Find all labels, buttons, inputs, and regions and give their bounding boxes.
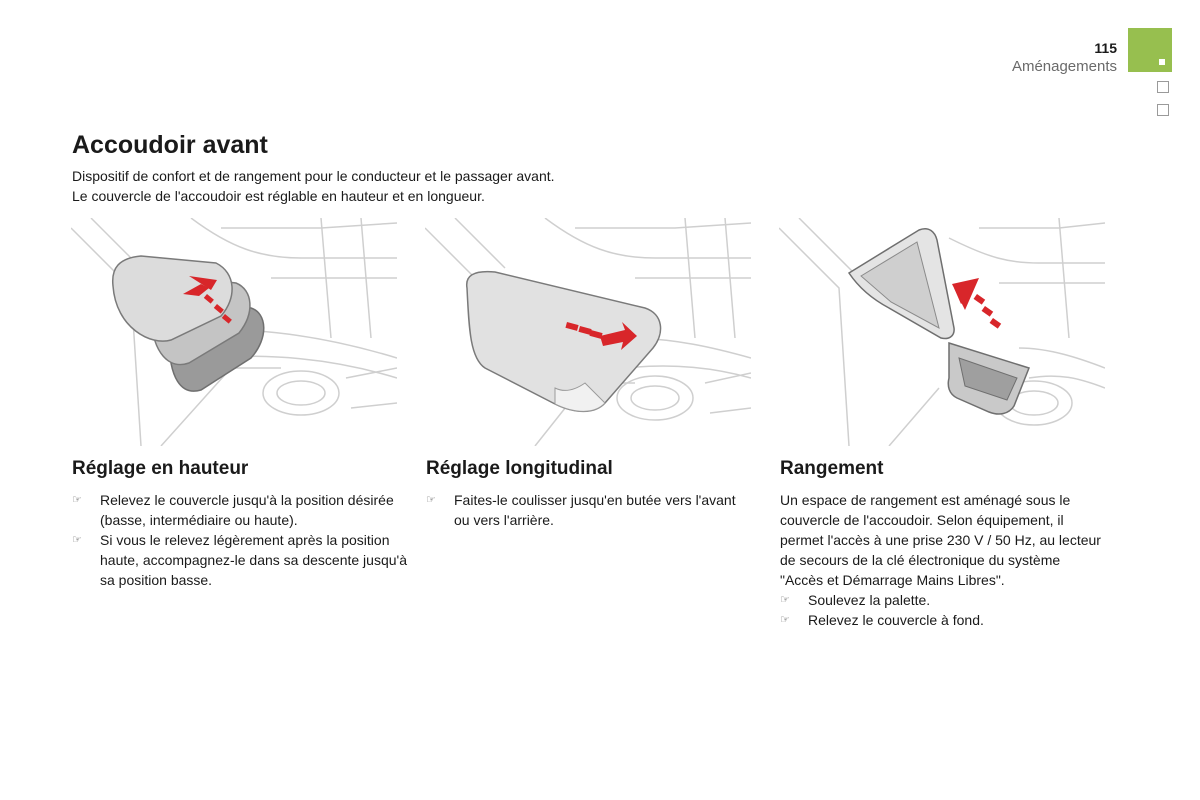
section-tab <box>1157 81 1169 93</box>
section-height-adjustment <box>72 458 412 590</box>
list-item <box>72 490 412 530</box>
list-item <box>780 610 1110 630</box>
page-number: 115 <box>1094 40 1117 56</box>
list-item <box>426 490 754 530</box>
section-longitudinal-adjustment <box>426 458 766 530</box>
pointing-hand-icon: ☞ <box>72 534 82 546</box>
pointing-hand-icon: ☞ <box>72 494 82 506</box>
list-item-text: Soulevez la palette. <box>808 592 931 608</box>
section-tab-active <box>1128 28 1172 72</box>
intro-text <box>72 166 555 206</box>
tab-dot-icon <box>1159 59 1165 65</box>
list-item <box>72 530 412 590</box>
pointing-hand-icon: ☞ <box>426 494 436 506</box>
pointing-hand-icon: ☞ <box>780 594 790 606</box>
intro-line: Le couvercle de l'accoudoir est réglable en hauteur et en longueur. <box>72 188 485 204</box>
instruction-list <box>780 590 1110 630</box>
pointing-hand-icon: ☞ <box>780 614 790 626</box>
section-tab <box>1157 104 1169 116</box>
instruction-list <box>426 490 766 530</box>
illustration-storage <box>779 218 1105 446</box>
page-title: Accoudoir avant <box>72 131 268 159</box>
list-item-text: Relevez le couvercle jusqu'à la position désirée (basse, intermédiaire ou haute). <box>100 492 394 528</box>
section-heading: Rangement <box>780 458 884 479</box>
list-item-text: Relevez le couvercle à fond. <box>808 612 984 628</box>
section-storage <box>780 458 1110 630</box>
instruction-list <box>72 490 412 590</box>
list-item-text: Si vous le relevez légèrement après la position haute, accompagnez-le dans sa descente jusqu'à sa position basse. <box>100 532 407 588</box>
illustration-height-adjustment <box>71 218 397 446</box>
list-item <box>780 590 1110 610</box>
list-item-text: Faites-le coulisser jusqu'en butée vers l'avant ou vers l'arrière. <box>454 492 736 528</box>
section-heading: Réglage longitudinal <box>426 458 613 479</box>
section-name: Aménagements <box>1011 58 1117 75</box>
section-text: Un espace de rangement est aménagé sous le couvercle de l'accoudoir. Selon équipement, il permet l'accès à une prise 230 V / 50 Hz, au lecteur de secours de la clé électronique du système "Accès et Démarrage Mains Libres". <box>780 492 1101 588</box>
illustration-longitudinal-adjustment <box>425 218 751 446</box>
section-heading: Réglage en hauteur <box>72 458 249 479</box>
intro-line: Dispositif de confort et de rangement pour le conducteur et le passager avant. <box>72 168 555 184</box>
